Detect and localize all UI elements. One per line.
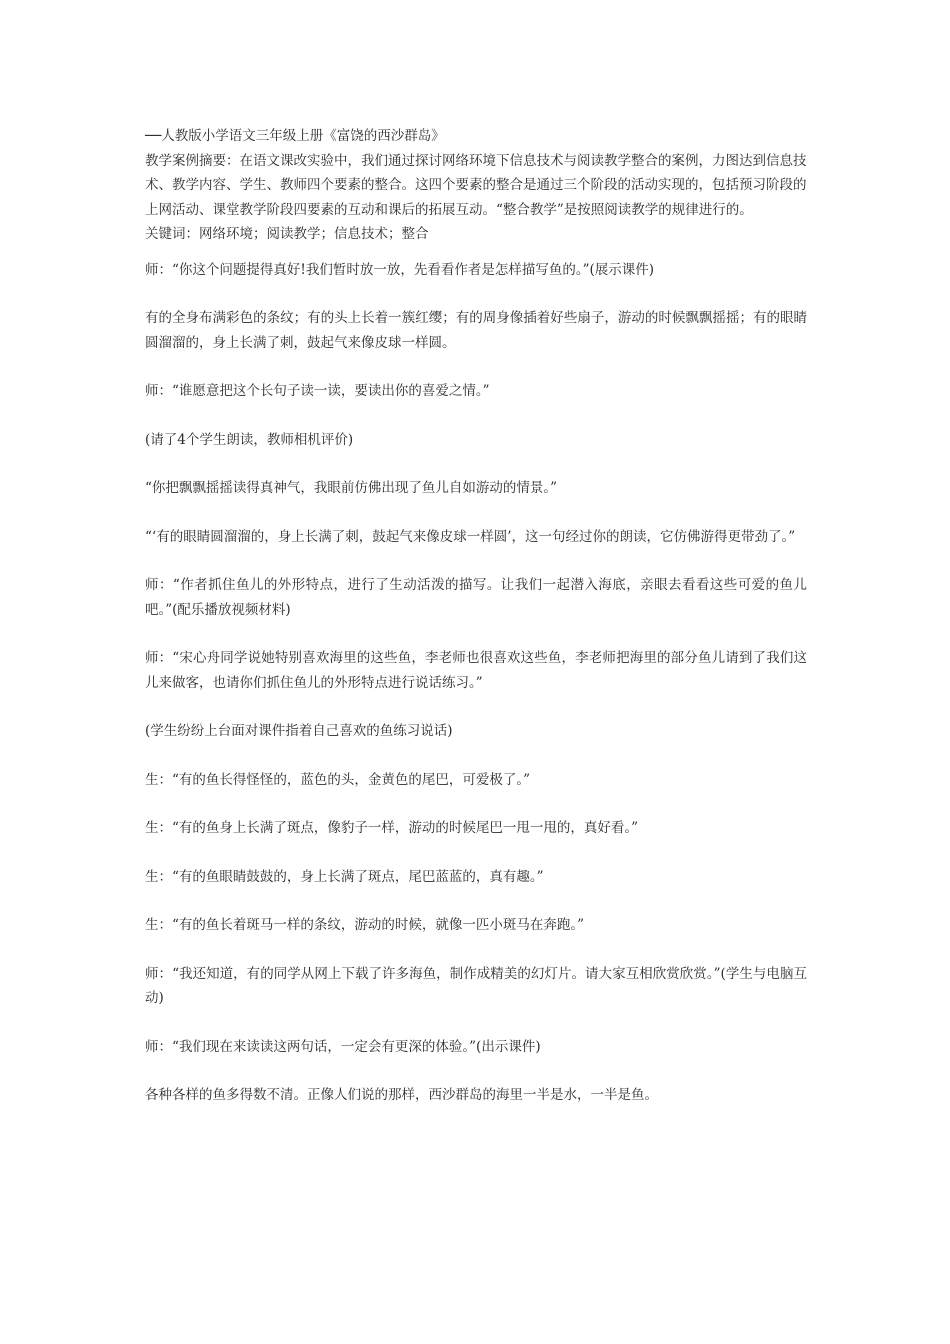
paragraph: 生：“有的鱼长着斑马一样的条纹，游动的时候，就像一匹小斑马在奔跑。” [145,917,585,933]
paragraph: 师：“你这个问题提得真好!我们暂时放一放，先看看作者是怎样描写鱼的。”(展示课件) [145,261,655,278]
paragraph: (请了4个学生朗读，教师相机评价) [145,431,354,448]
paragraph: 师：“宋心舟同学说她特别喜欢海里的这些鱼，李老师也很喜欢这些鱼，李老师把海里的部分鱼儿请到了我们这儿来做客，也请你们抓住鱼儿的外形特点进行说话练习。” [145,650,807,691]
paragraph: 有的全身布满彩色的条纹；有的头上长着一簇红缨；有的周身像插着好些扇子，游动的时候飘飘摇摇；有的眼睛圆溜溜的，身上长满了刺，鼓起气来像皮球一样圆。 [145,310,807,351]
paragraph: 师：“谁愿意把这个长句子读一读，要读出你的喜爱之情。” [145,383,490,399]
paragraph: (学生纷纷上台面对课件指着自己喜欢的鱼练习说话) [145,723,453,739]
paragraph: 各种各样的鱼多得数不清。正像人们说的那样，西沙群岛的海里一半是水，一半是鱼。 [145,1087,658,1103]
paragraph: 生：“有的鱼眼睛鼓鼓的，身上长满了斑点，尾巴蓝蓝的，真有趣。” [145,868,544,885]
paragraph: 师：“我还知道，有的同学从网上下载了许多海鱼，制作成精美的幻灯片。请大家互相欣赏欣赏。”(学生与电脑互动) [145,965,807,1006]
paragraph: 师：“我们现在来读读这两句话，一定会有更深的体验。”(出示课件) [145,1038,541,1055]
keywords-line: 关键词：网络环境；阅读教学；信息技术；整合 [145,226,429,242]
paragraph: 生：“有的鱼长得怪怪的，蓝色的头，金黄色的尾巴，可爱极了。” [145,771,531,788]
document-page [145,124,807,1108]
paragraph: 生：“有的鱼身上长满了斑点，像豹子一样，游动的时候尾巴一甩一甩的，真好看。” [145,820,639,836]
abstract-text: 教学案例摘要：在语文课改实验中，我们通过探讨网络环境下信息技术与阅读教学整合的案例，力图达到信息技术、教学内容、学生、教师四个要素的整合。这四个要素的整合是通过三个阶段的活动实现的，包括预习阶段的上网活动、课堂教学阶段四要素的互动和课后的拓展互动。“整合教学”是按照阅读教学的规律进行的。 [145,152,807,218]
lesson-transcript [145,258,807,1108]
document-header [145,124,807,247]
paragraph: 师：“作者抓住鱼儿的外形特点，进行了生动活泼的描写。让我们一起潜入海底，亲眼去看看这些可爱的鱼儿吧。”(配乐播放视频材料) [145,577,807,618]
paragraph: “你把飘飘摇摇读得真神气，我眼前仿佛出现了鱼儿自如游动的情景。” [145,480,558,496]
document-subtitle: ──人教版小学语文三年级上册《富饶的西沙群岛》 [145,128,445,144]
paragraph: “‘有的眼睛圆溜溜的，身上长满了刺，鼓起气来像皮球一样圆’，这一句经过你的朗读，它仿佛游得更带劲了。” [145,528,796,545]
